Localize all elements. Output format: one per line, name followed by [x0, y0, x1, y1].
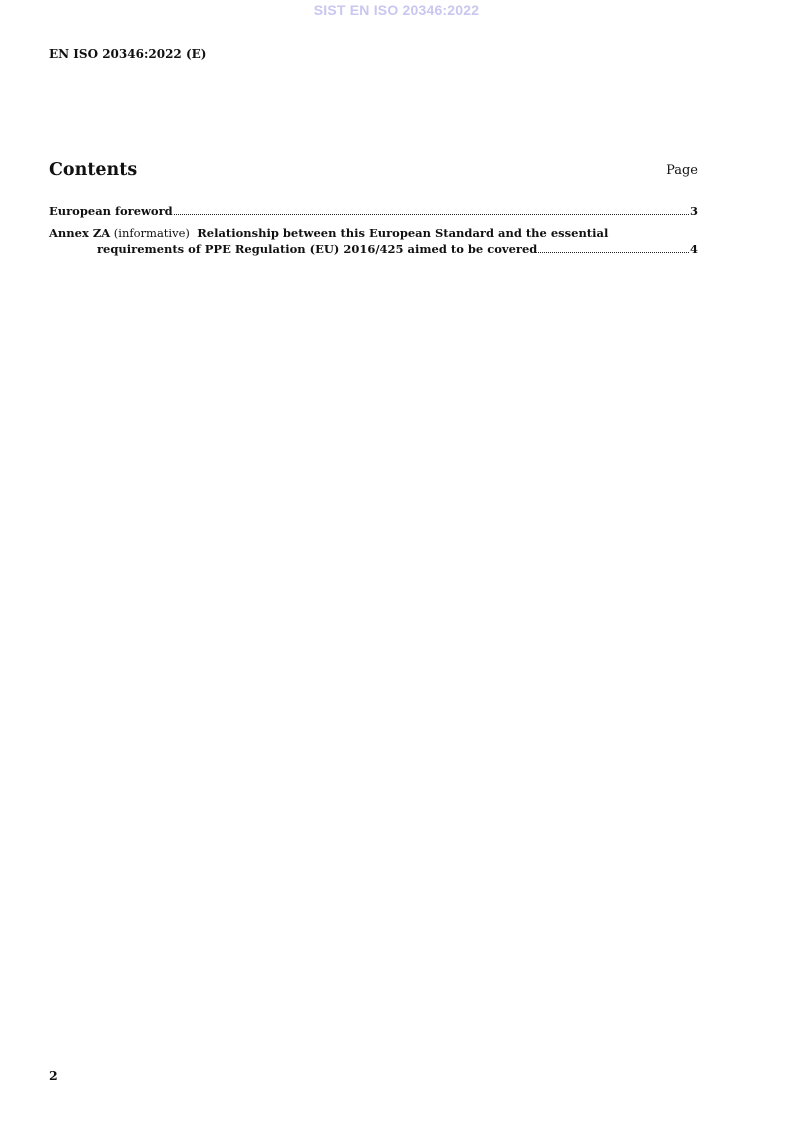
toc-line: [49, 203, 698, 219]
annex-label: Annex ZA: [49, 226, 111, 240]
annex-qualifier: (informative): [113, 226, 190, 240]
page-number: 2: [49, 1068, 58, 1083]
dot-leader: [538, 252, 689, 253]
toc-entry-annex-za[interactable]: [49, 225, 698, 257]
toc-line: [49, 225, 698, 241]
annex-title-line-2: requirements of PPE Regulation (EU) 2016/425 aimed to be covered: [97, 242, 538, 256]
toc-line: [49, 241, 698, 257]
document-identifier: EN ISO 20346:2022 (E): [49, 47, 207, 61]
annex-title-line-1: Relationship between this European Standard and the essential: [197, 226, 609, 240]
dot-leader: [174, 214, 689, 215]
table-of-contents: [49, 203, 698, 257]
toc-entry-label: European foreword: [49, 204, 173, 218]
watermark: SIST EN ISO 20346:2022: [313, 2, 480, 18]
contents-heading: Contents: [49, 160, 138, 180]
toc-entry-european-foreword[interactable]: [49, 203, 698, 219]
toc-entry-page: 3: [689, 204, 698, 218]
toc-entry-page: 4: [689, 242, 698, 256]
page-column-label: Page: [666, 163, 698, 178]
